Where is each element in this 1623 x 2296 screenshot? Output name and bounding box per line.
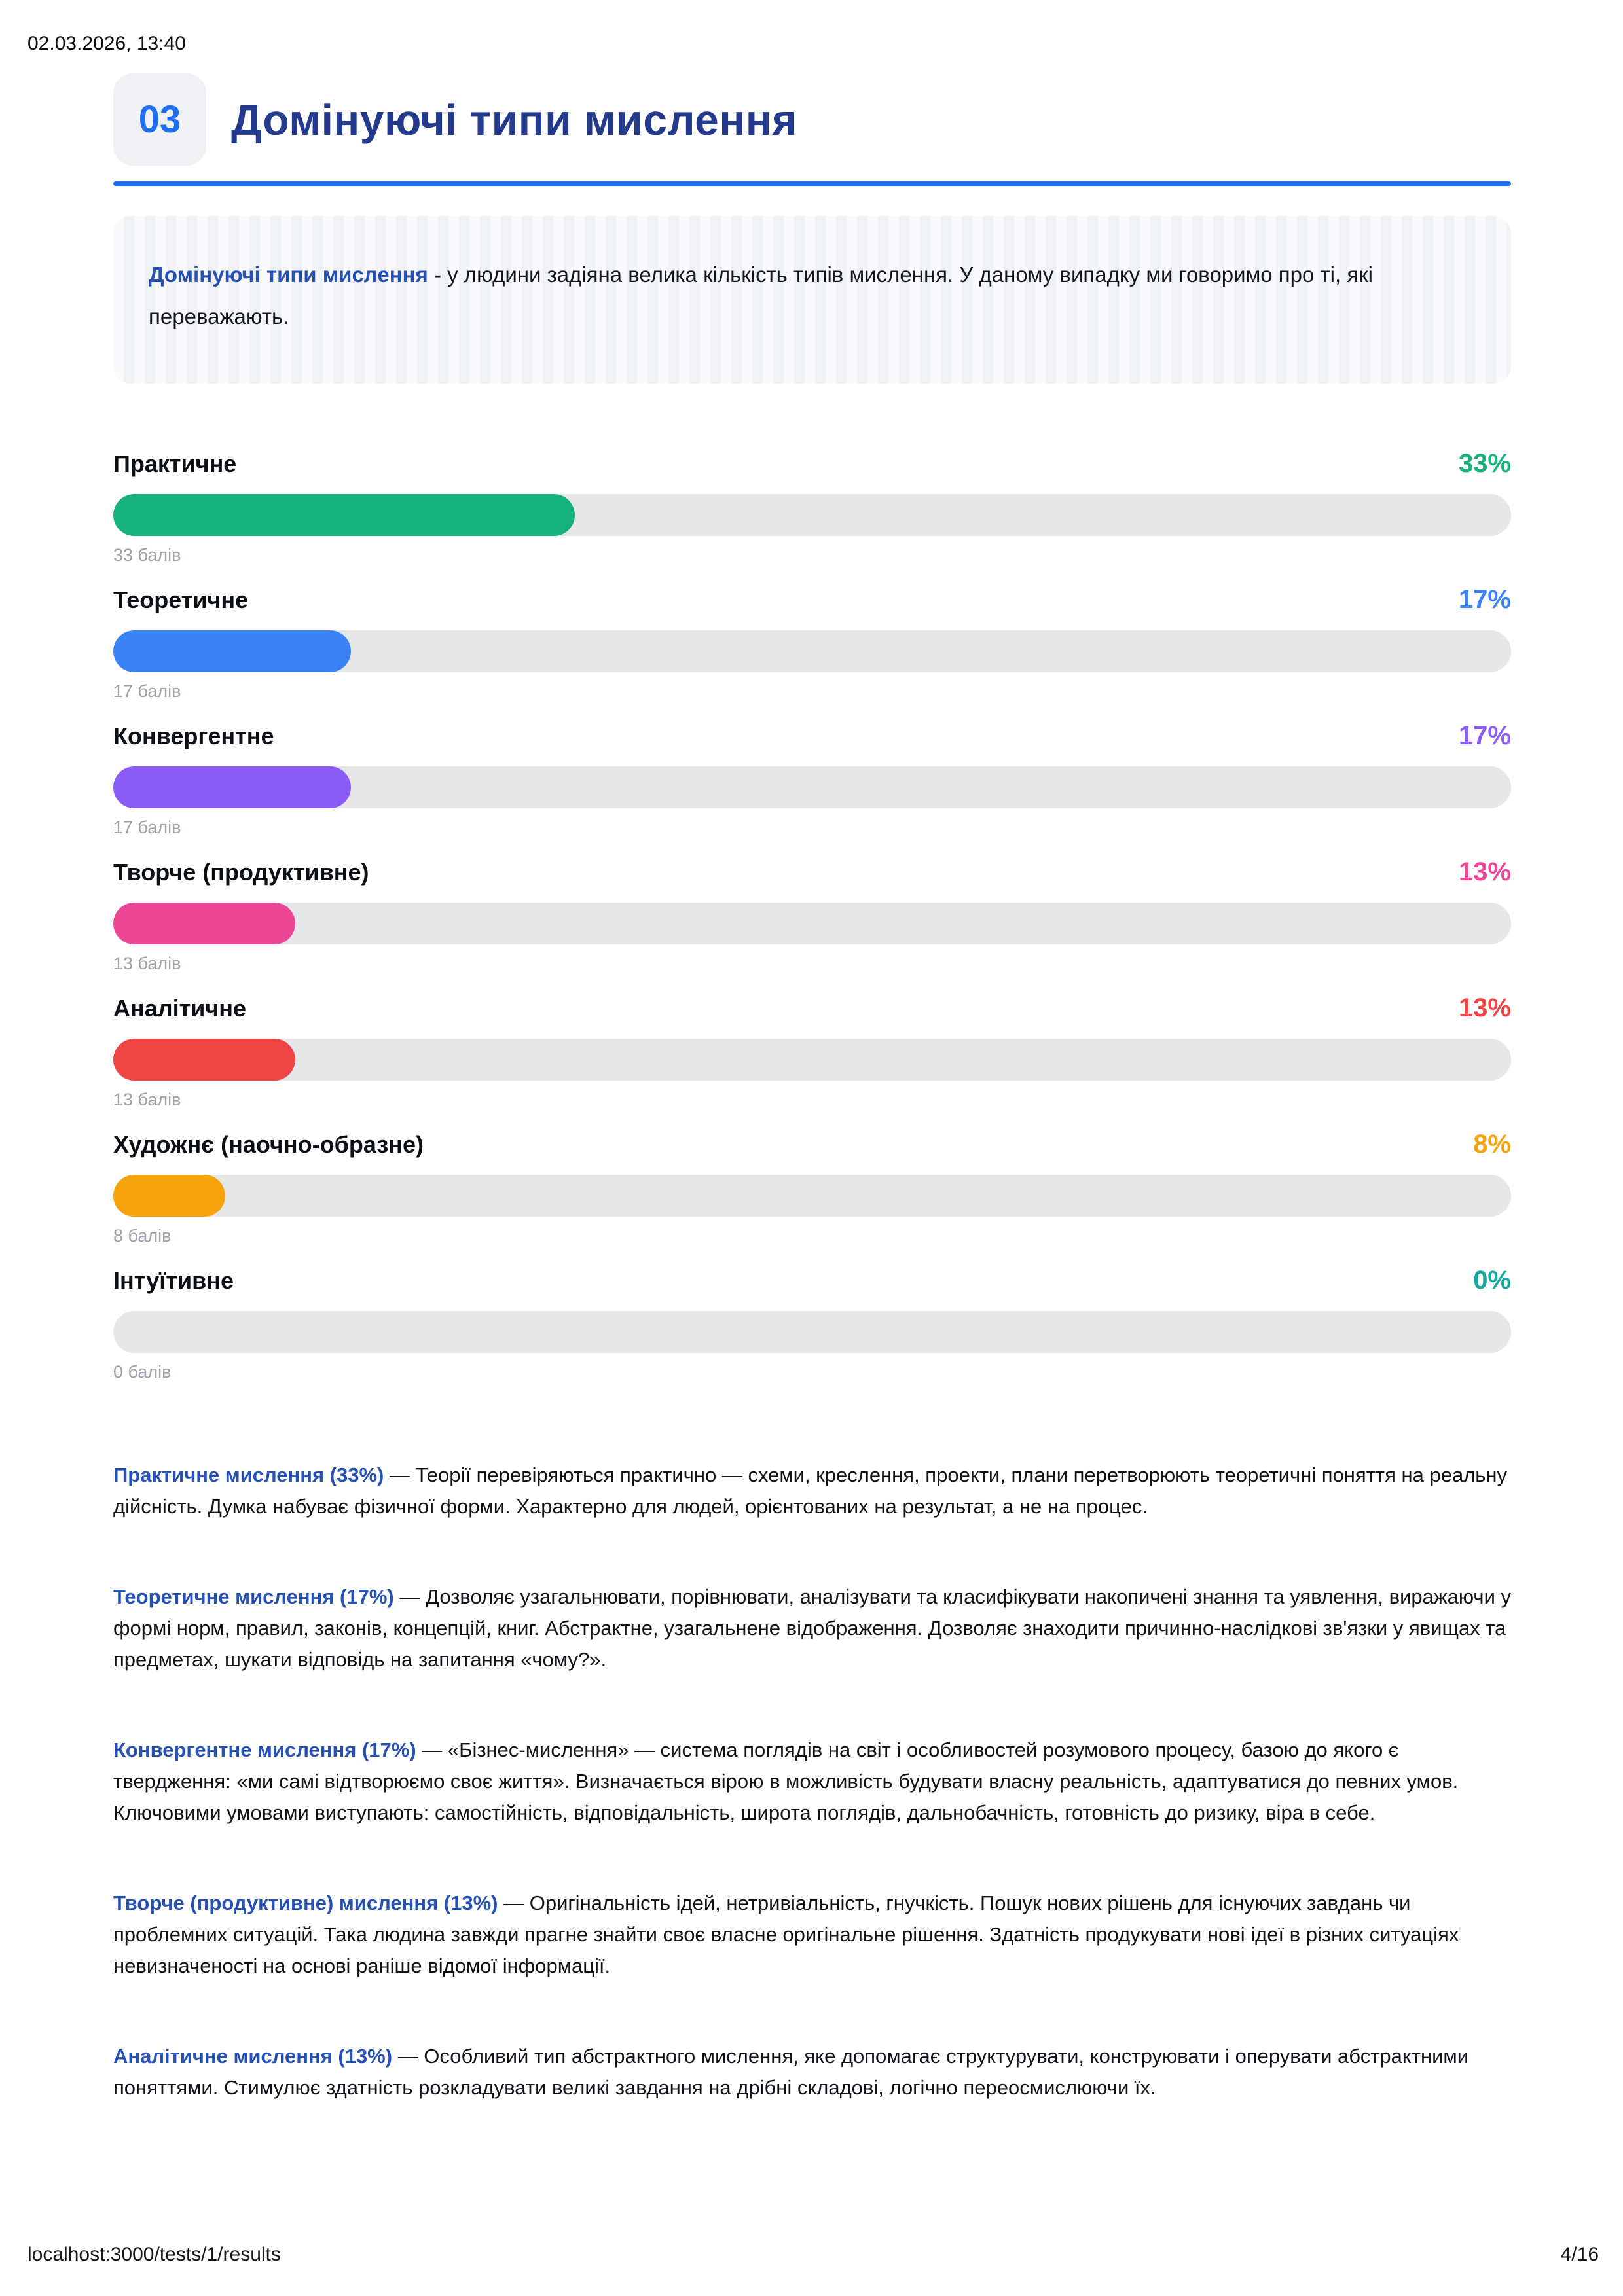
- bar-percent: 33%: [1458, 449, 1511, 478]
- print-footer: [27, 2244, 1599, 2266]
- bar-percent: 17%: [1458, 721, 1511, 750]
- bar-track: [113, 1039, 1511, 1081]
- description-lead: Аналітичне мислення (13%): [113, 2045, 393, 2068]
- bar-percent: 17%: [1458, 585, 1511, 614]
- bar-row: [113, 994, 1511, 1110]
- bar-label: Інтуїтивне: [113, 1267, 234, 1294]
- bar-label: Художнє (наочно-образне): [113, 1131, 424, 1158]
- bar-track: [113, 766, 1511, 808]
- description-text: — Особливий тип абстрактного мислення, яке допомагає структурувати, конструювати і оперувати абстрактними поняттями. Стимулює здатність розкладувати великі завдання на дрібні складові, логічно переосмислюючи їх.: [113, 2045, 1469, 2099]
- description-paragraph: [113, 2041, 1511, 2104]
- bar-score: 8 балів: [113, 1226, 172, 1246]
- description-text: — Оригінальність ідей, нетривіальність, гнучкість. Пошук нових рішень для існуючих завдань чи проблемних ситуацій. Така людина завжди прагне знайти своє власне оригінальне рішення. Здатність продукувати нові ідеї в різних ситуаціях невизначеності на основі раніше відомої інформації.: [113, 1892, 1459, 1977]
- bar-row-head: [113, 1266, 1511, 1295]
- bar-row: [113, 721, 1511, 838]
- description-paragraph: [113, 1581, 1511, 1676]
- bar-row: [113, 449, 1511, 565]
- footer-url: localhost:3000/tests/1/results: [27, 2244, 281, 2265]
- bar-row: [113, 857, 1511, 974]
- bar-fill: [113, 630, 351, 672]
- bar-score: 17 балів: [113, 817, 181, 837]
- description-lead: Творче (продуктивне) мислення (13%): [113, 1892, 498, 1914]
- footer-page-number: 4/16: [1560, 2244, 1599, 2265]
- bar-fill: [113, 766, 351, 808]
- section-header: [113, 73, 1511, 166]
- description-text: — Теорії перевіряються практично — схеми, креслення, проекти, плани перетворюють теоретичні поняття на реальну дійсність. Думка набуває фізичної форми. Характерно для людей, орієнтованих на результат, а не на процес.: [113, 1463, 1508, 1518]
- bar-row-head: [113, 449, 1511, 478]
- bar-score: 13 балів: [113, 1090, 181, 1109]
- bar-row: [113, 1130, 1511, 1246]
- bar-row-head: [113, 585, 1511, 615]
- print-timestamp: 02.03.2026, 13:40: [27, 33, 186, 54]
- description-text: — «Бізнес-мислення» — система поглядів на світ і особливостей розумового процесу, базою до якого є твердження: «ми самі відтворюємо своє життя». Визначається вірою в можливість будувати власну реальність, адаптуватися до певних умов. Ключовими умовами виступають: самостійність, відповідальність, широта поглядів, дальнобачність, готовність до ризику, віра в себе.: [113, 1738, 1459, 1824]
- bar-track: [113, 903, 1511, 944]
- description-paragraph: [113, 1734, 1511, 1829]
- bar-score: 33 балів: [113, 545, 181, 565]
- intro-lead: Домінуючі типи мислення: [149, 262, 428, 287]
- intro-box: [113, 216, 1511, 384]
- bar-label: Творче (продуктивне): [113, 859, 369, 886]
- bar-percent: 13%: [1458, 994, 1511, 1022]
- bar-track: [113, 630, 1511, 672]
- bar-row: [113, 585, 1511, 702]
- description-lead: Практичне мислення (33%): [113, 1463, 384, 1486]
- bar-fill: [113, 494, 575, 536]
- bar-track: [113, 1175, 1511, 1217]
- bar-fill: [113, 1039, 295, 1081]
- description-paragraph: [113, 1460, 1511, 1522]
- bar-track: [113, 494, 1511, 536]
- bar-track: [113, 1311, 1511, 1353]
- section-number: 03: [138, 98, 181, 141]
- intro-text: - у людини задіяна велика кількість типів мислення. У даному випадку ми говоримо про ті, які переважають.: [149, 262, 1373, 329]
- bar-row: [113, 1266, 1511, 1382]
- bar-row-head: [113, 994, 1511, 1023]
- bar-fill: [113, 1175, 225, 1217]
- bar-row-head: [113, 721, 1511, 751]
- section-number-badge: [113, 73, 206, 166]
- bar-label: Аналітичне: [113, 995, 247, 1022]
- bars-list: [113, 449, 1511, 1382]
- content-column: [113, 73, 1511, 2104]
- bar-row-head: [113, 857, 1511, 887]
- page-title: Домінуючі типи мислення: [231, 95, 798, 144]
- description-lead: Теоретичне мислення (17%): [113, 1585, 394, 1608]
- bar-label: Конвергентне: [113, 723, 274, 749]
- bar-percent: 13%: [1458, 857, 1511, 886]
- header-accent-rule: [113, 181, 1511, 186]
- bar-fill: [113, 903, 295, 944]
- bar-score: 0 балів: [113, 1362, 172, 1382]
- description-paragraph: [113, 1888, 1511, 1982]
- bar-percent: 0%: [1473, 1266, 1511, 1295]
- bar-label: Практичне: [113, 450, 237, 477]
- bar-label: Теоретичне: [113, 586, 249, 613]
- bar-percent: 8%: [1473, 1130, 1511, 1158]
- bar-score: 13 балів: [113, 954, 181, 973]
- bar-row-head: [113, 1130, 1511, 1159]
- description-lead: Конвергентне мислення (17%): [113, 1738, 416, 1761]
- bar-score: 17 балів: [113, 681, 181, 701]
- description-text: — Дозволяє узагальнювати, порівнювати, аналізувати та класифікувати накопичені знання та уявлення, виражаючи у формі норм, правил, законів, концепцій, книг. Абстрактне, узагальнене відображення. Дозволяє знаходити причинно-наслідкові зв'язки у явищах та предметах, шукати відповідь на запитання «чому?».: [113, 1585, 1512, 1671]
- descriptions-list: [113, 1460, 1511, 2104]
